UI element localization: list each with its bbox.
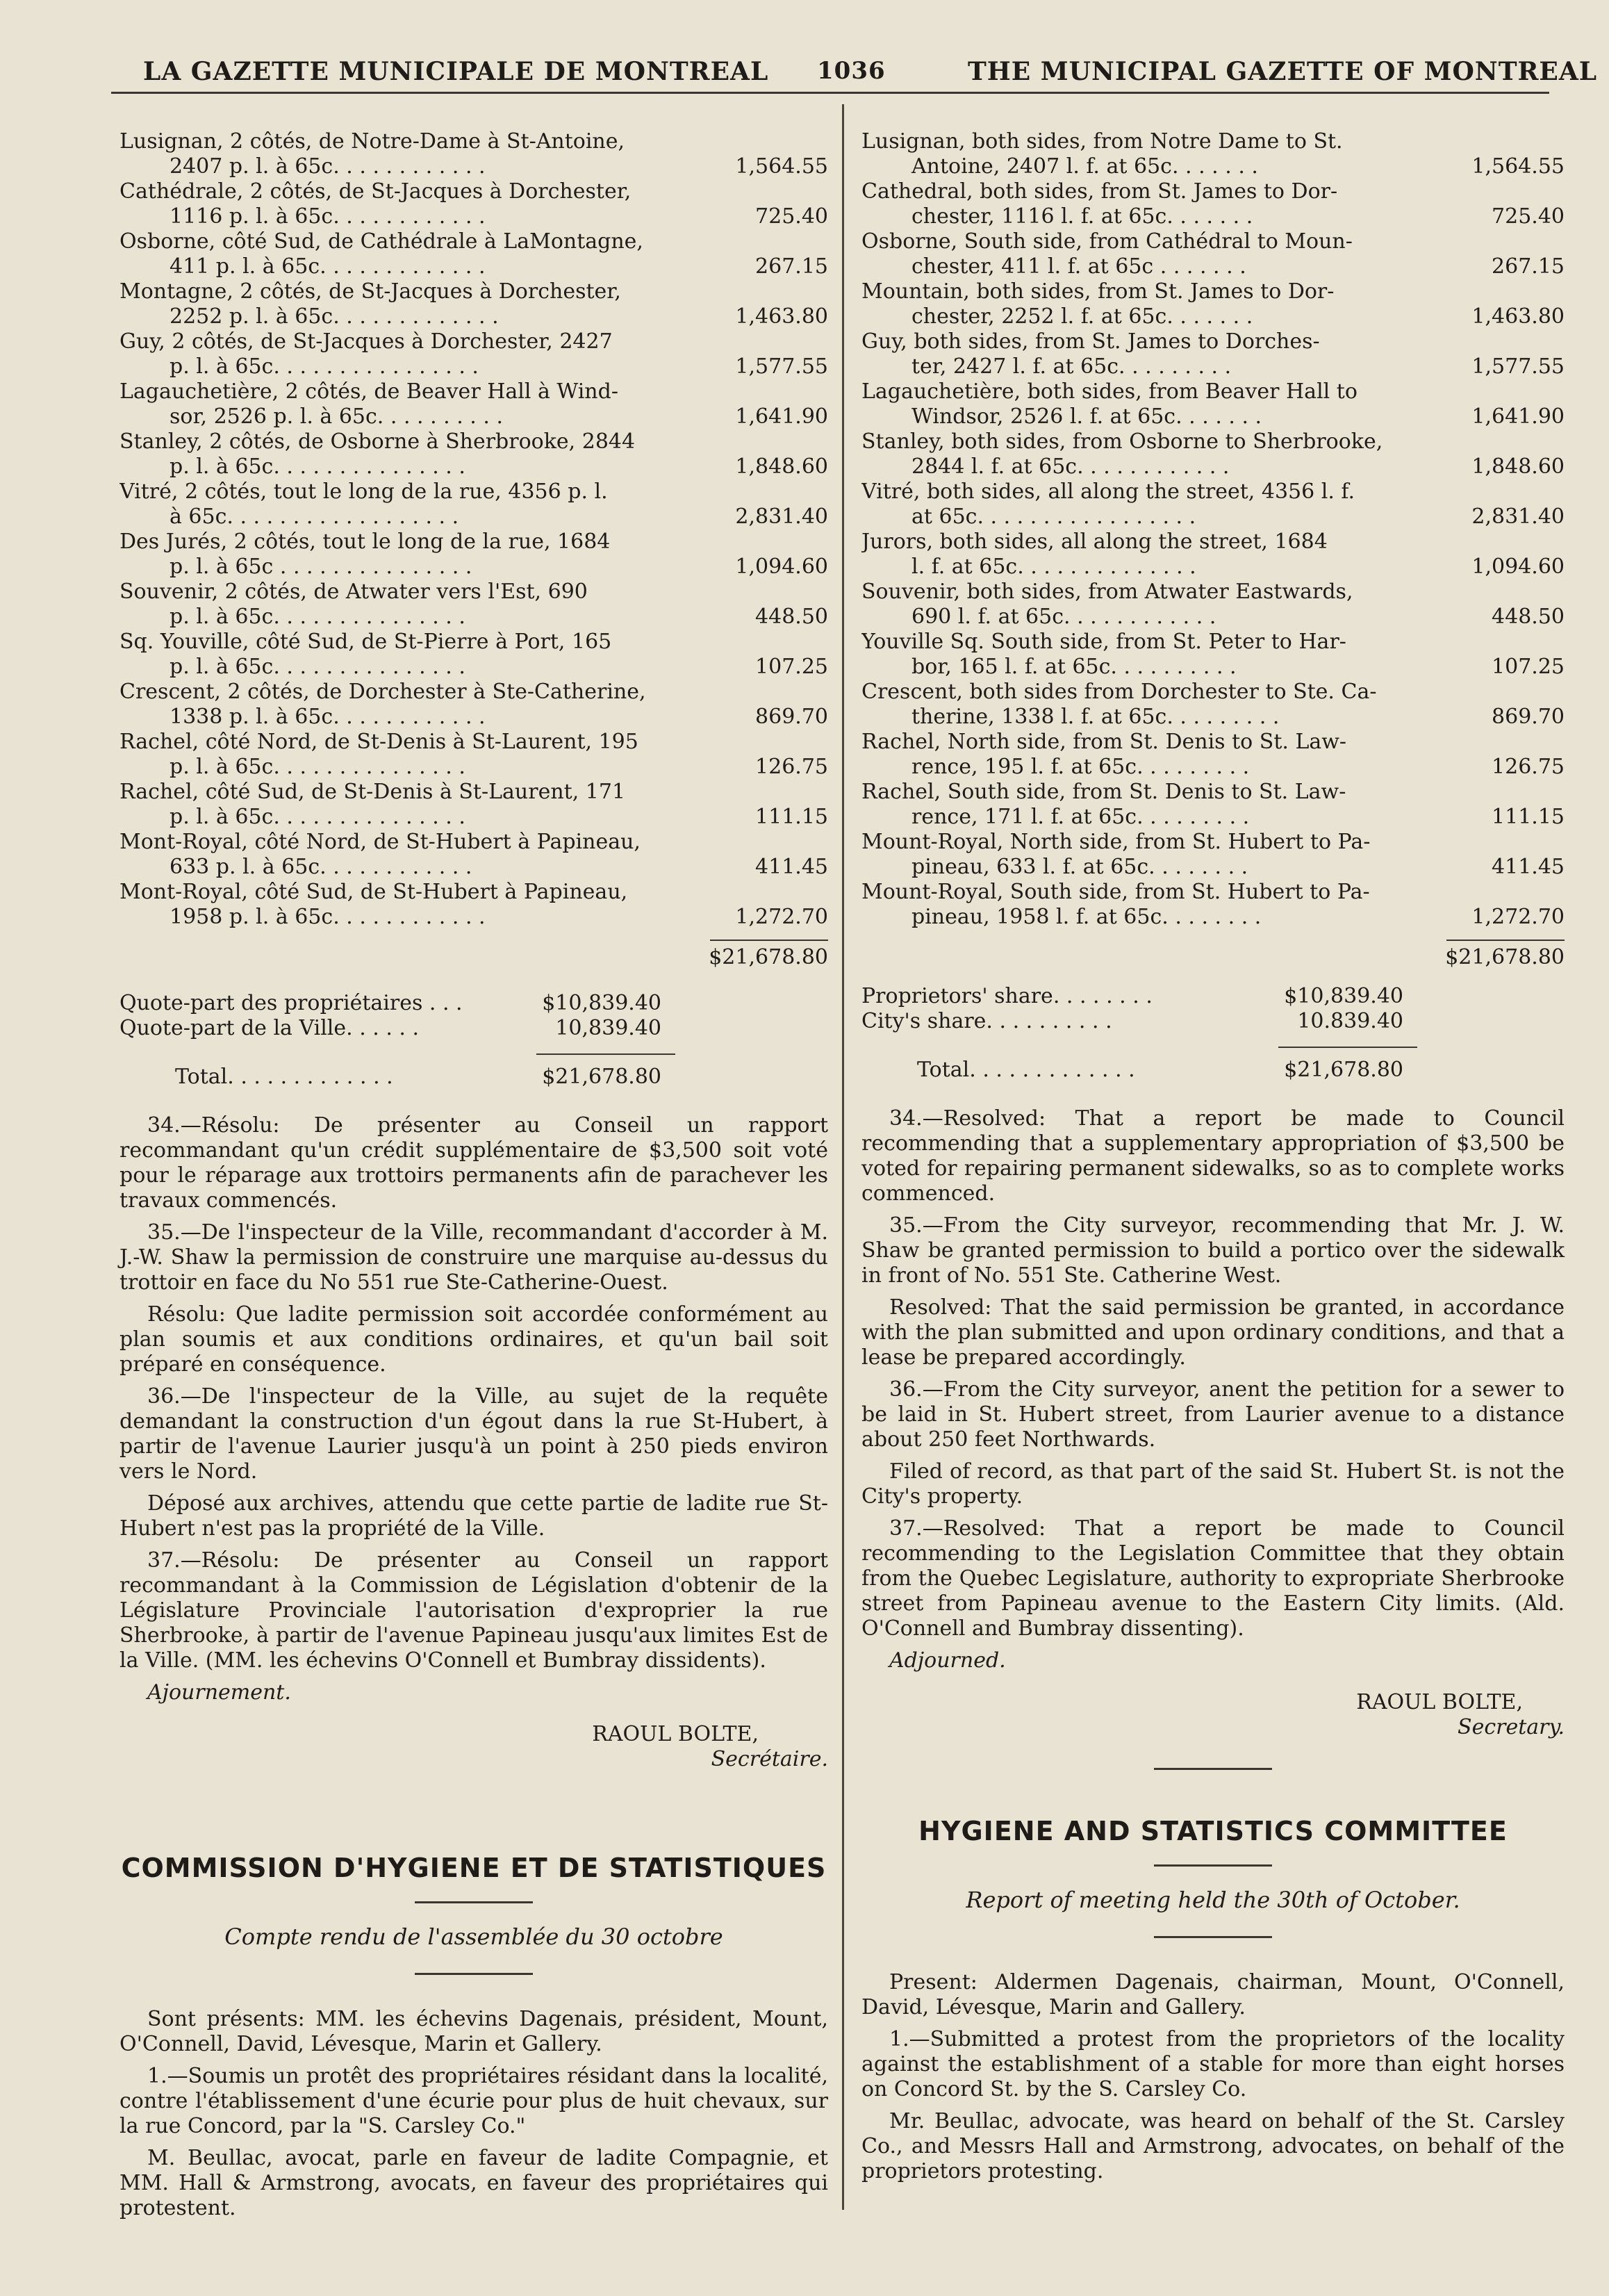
item-36: 36.—De l'inspecteur de la Ville, au sujet de la requête demandant la construction d'un égout dans la rue St-Hubert, à partir de l'avenue Laurier jusqu'à un point à 250 pieds environ vers le Nord. — [119, 1384, 828, 1484]
assessment-row — [119, 730, 828, 780]
city-share-label: City's share. . . . . . . . . . — [861, 1009, 1112, 1033]
resolutions-french — [119, 1113, 828, 1772]
shares-block-english — [861, 984, 1565, 1083]
description-line-2: à 65c. . . . . . . . . . . . . . . . . . — [170, 505, 459, 529]
share-rule — [1278, 1047, 1417, 1048]
assessment-description — [119, 429, 724, 479]
section-break-rule — [1154, 1768, 1272, 1770]
assessment-row — [861, 730, 1565, 780]
description-line-1: Sq. Youville, côté Sud, de St-Pierre à Port, 165 — [119, 630, 612, 654]
item-36-decision: Déposé aux archives, attendu que cette partie de ladite rue St-Hubert n'est pas la propriété de la Ville. — [119, 1491, 828, 1541]
description-line-1: Osborne, South side, from Cathédral to Moun- — [861, 229, 1353, 254]
assessment-amount: 1,272.70 — [1471, 905, 1565, 929]
description-line-2: rence, 195 l. f. at 65c. . . . . . . . . — [911, 755, 1250, 779]
item-1-hearing: Mr. Beullac, advocate, was heard on behalf of the St. Carsley Co., and Messrs Hall and Armstrong, advocates, on behalf of the proprietors protesting. — [861, 2109, 1565, 2183]
assessment-row — [861, 379, 1565, 429]
description-line-1: Cathédrale, 2 côtés, de St-Jacques à Dorchester, — [119, 179, 632, 204]
assessment-row — [119, 479, 828, 530]
attendance: Sont présents: MM. les échevins Dagenais, président, Mount, O'Connell, David, Lévesque, Marin et Gallery. — [119, 2007, 828, 2056]
assessment-amount: 2,831.40 — [1471, 505, 1565, 529]
assessment-description — [861, 429, 1460, 479]
assessment-row — [119, 179, 828, 229]
assessment-amount: 1,641.90 — [1471, 404, 1565, 429]
item-36-decision: Filed of record, as that part of the said St. Hubert St. is not the City's property. — [861, 1459, 1565, 1509]
assessment-amount: 1,564.55 — [1471, 154, 1565, 179]
assessment-amount: 725.40 — [1492, 204, 1565, 229]
description-line-1: Crescent, 2 côtés, de Dorchester à Ste-Catherine, — [119, 680, 646, 704]
description-line-1: Jurors, both sides, all along the street, 1684 — [861, 530, 1328, 554]
signature-title: Secrétaire. — [711, 1747, 828, 1771]
assessment-description — [861, 880, 1460, 930]
share-total-value: $21,678.80 — [542, 1065, 661, 1089]
assessment-description — [861, 630, 1460, 680]
description-line-2: 1958 p. l. à 65c. . . . . . . . . . . . — [170, 905, 486, 929]
assessment-row — [119, 329, 828, 379]
assessment-row — [861, 780, 1565, 830]
description-line-1: Vitré, 2 côtés, tout le long de la rue, 4356 p. l. — [119, 479, 608, 504]
section-subtitle-french: Compte rendu de l'assemblée du 30 octobre — [224, 1924, 723, 1950]
description-line-2: 2252 p. l. à 65c. . . . . . . . . . . . . — [170, 304, 499, 329]
description-line-1: Mont-Royal, côté Nord, de St-Hubert à Papineau, — [119, 830, 641, 854]
share-total-row — [861, 1058, 1403, 1083]
section-rule — [415, 1901, 533, 1903]
item-1: 1.—Submitted a protest from the proprietors of the locality against the establishment of a stable for more than eight horses on Concord St. by the S. Carsley Co. — [861, 2027, 1565, 2101]
signature-title: Secretary. — [1458, 1715, 1565, 1739]
assessment-amount: 869.70 — [755, 705, 828, 729]
column-divider — [842, 104, 844, 2210]
city-share-value: 10.839.40 — [1297, 1009, 1403, 1033]
assessment-amount: 111.15 — [1492, 805, 1565, 829]
share-total-value: $21,678.80 — [1284, 1058, 1403, 1082]
description-line-2: ter, 2427 l. f. at 65c. . . . . . . . . — [911, 354, 1232, 379]
description-line-1: Cathedral, both sides, from St. James to Dor- — [861, 179, 1338, 204]
assessment-row — [861, 680, 1565, 730]
assessment-description — [119, 530, 724, 580]
assessment-amount: 448.50 — [1492, 605, 1565, 629]
signature-name: RAOUL BOLTE, — [1356, 1690, 1523, 1714]
city-share-value: 10,839.40 — [555, 1016, 661, 1040]
assessment-amount: 126.75 — [755, 755, 828, 779]
assessment-amount: 1,577.55 — [735, 354, 828, 379]
assessment-amount: 411.45 — [755, 855, 828, 879]
description-line-2: pineau, 633 l. f. at 65c. . . . . . . . — [911, 855, 1248, 879]
assessment-description — [119, 630, 724, 680]
assessment-row — [861, 179, 1565, 229]
description-line-2: p. l. à 65c . . . . . . . . . . . . . . . — [170, 555, 472, 579]
assessment-row — [861, 329, 1565, 379]
assessment-description — [119, 780, 724, 830]
assessment-description — [861, 379, 1460, 429]
assessment-amount: 411.45 — [1492, 855, 1565, 879]
assessment-description — [861, 580, 1460, 630]
assessment-description — [119, 179, 724, 229]
assessment-description — [119, 880, 724, 930]
english-column — [861, 129, 1565, 2191]
item-35: 35.—De l'inspecteur de la Ville, recommandant d'accorder à M. J.-W. Shaw la permission de construire une marquise au-dessus du trottoir en face du No 551 rue Ste-Catherine-Ouest. — [119, 1220, 828, 1295]
section-rule-2 — [1154, 1936, 1272, 1938]
description-line-1: Guy, both sides, from St. James to Dorches- — [861, 329, 1320, 354]
assessment-amount: 107.25 — [755, 655, 828, 679]
section-rule — [1154, 1864, 1272, 1867]
section-subtitle-english: Report of meeting held the 30th of October. — [966, 1887, 1460, 1913]
item-35-resolution: Resolved: That the said permission be granted, in accordance with the plan submitted and upon ordinary conditions, and that a lease be prepared accordingly. — [861, 1295, 1565, 1370]
description-line-1: Mountain, both sides, from St. James to Dor- — [861, 279, 1335, 304]
assessment-description — [861, 680, 1460, 730]
description-line-2: chester, 2252 l. f. at 65c. . . . . . . — [911, 304, 1253, 329]
assessment-row — [119, 680, 828, 730]
description-line-2: p. l. à 65c. . . . . . . . . . . . . . . — [170, 454, 465, 479]
assessment-amount: 267.15 — [1492, 254, 1565, 279]
grand-total: $21,678.80 — [709, 945, 828, 969]
assessment-description — [861, 129, 1460, 179]
owners-share-row — [119, 991, 661, 1016]
assessment-amount: 267.15 — [755, 254, 828, 279]
item-35: 35.—From the City surveyor, recommending that Mr. J. W. Shaw be granted permission to build a portico over the sidewalk in front of No. 551 Ste. Catherine West. — [861, 1213, 1565, 1288]
description-line-1: Rachel, côté Nord, de St-Denis à St-Laurent, 195 — [119, 730, 638, 754]
assessment-list-english — [861, 129, 1565, 930]
assessment-amount: 1,272.70 — [735, 905, 828, 929]
description-line-2: p. l. à 65c. . . . . . . . . . . . . . . — [170, 805, 465, 829]
description-line-2: 1116 p. l. à 65c. . . . . . . . . . . . — [170, 204, 486, 229]
assessment-description — [119, 229, 724, 279]
page-number: 1036 — [817, 57, 886, 85]
assessment-description — [119, 730, 724, 780]
description-line-2: l. f. at 65c. . . . . . . . . . . . . . — [911, 555, 1196, 579]
assessment-row — [861, 129, 1565, 179]
assessment-description — [119, 680, 724, 730]
resolution-37: 37.—Resolved: That a report be made to Council recommending to the Legislation Committee that they obtain from the Quebec Legislature, authority to expropriate Sherbrooke street from Papineau avenue to the Eastern City limits. (Ald. O'Connell and Bumbray dissenting). — [861, 1516, 1565, 1641]
assessment-row — [861, 530, 1565, 580]
assessment-amount: 869.70 — [1492, 705, 1565, 729]
assessment-amount: 1,577.55 — [1471, 354, 1565, 379]
description-line-1: Vitré, both sides, all along the street, 4356 l. f. — [861, 479, 1355, 504]
description-line-2: 1338 p. l. à 65c. . . . . . . . . . . . — [170, 705, 486, 729]
signature-name: RAOUL BOLTE, — [592, 1722, 759, 1746]
resolutions-english — [861, 1106, 1565, 1740]
assessment-row — [861, 880, 1565, 930]
assessment-amount: 126.75 — [1492, 755, 1565, 779]
assessment-amount: 2,831.40 — [735, 505, 828, 529]
assessment-row — [861, 580, 1565, 630]
description-line-2: Windsor, 2526 l. f. at 65c. . . . . . . — [911, 404, 1262, 429]
shares-block-french — [119, 991, 828, 1090]
item-1: 1.—Soumis un protêt des propriétaires résidant dans la localité, contre l'établissement d'une écurie pour plus de huit chevaux, sur la rue Concord, par la "S. Carsley Co." — [119, 2064, 828, 2138]
assessment-list-french — [119, 129, 828, 930]
owners-share-row — [861, 984, 1403, 1009]
assessment-amount: 107.25 — [1492, 655, 1565, 679]
assessment-amount: 1,463.80 — [1471, 304, 1565, 329]
assessment-amount: 1,848.60 — [735, 454, 828, 479]
assessment-row — [119, 880, 828, 930]
sum-rule — [1446, 940, 1565, 941]
description-line-1: Mont-Royal, côté Sud, de St-Hubert à Papineau, — [119, 880, 628, 904]
assessment-amount: 111.15 — [755, 805, 828, 829]
adjournment: Ajournement. — [147, 1680, 291, 1705]
assessment-description — [861, 279, 1460, 329]
description-line-1: Rachel, North side, from St. Denis to St. Law- — [861, 730, 1347, 754]
resolution-34: 34.—Résolu: De présenter au Conseil un rapport recommandant qu'un crédit supplémentaire de $3,500 soit voté pour le réparage aux trottoirs permanents afin de parachever les travaux commencés. — [119, 1113, 828, 1213]
description-line-2: therine, 1338 l. f. at 65c. . . . . . . . . — [911, 705, 1280, 729]
description-line-1: Des Jurés, 2 côtés, tout le long de la rue, 1684 — [119, 530, 611, 554]
share-total-label: Total. . . . . . . . . . . . . — [175, 1065, 393, 1089]
resolution-37: 37.—Résolu: De présenter au Conseil un rapport recommandant à la Commission de Législation d'obtenir de la Législature Provinciale l'autorisation d'exproprier la rue Sherbrooke, à partir de l'avenue Papineau jusqu'aux limites Est de la Ville. (MM. les échevins O'Connell et Bumbray dissidents). — [119, 1548, 828, 1673]
owners-share-label: Quote-part des propriétaires . . . — [119, 991, 463, 1015]
description-line-1: Stanley, both sides, from Osborne to Sherbrooke, — [861, 429, 1383, 454]
assessment-amount: 1,564.55 — [735, 154, 828, 179]
assessment-row — [119, 780, 828, 830]
assessment-description — [119, 479, 724, 530]
assessment-row — [861, 630, 1565, 680]
share-total-row — [119, 1065, 661, 1090]
assessment-description — [861, 229, 1460, 279]
description-line-1: Lusignan, 2 côtés, de Notre-Dame à St-Antoine, — [119, 129, 625, 154]
description-line-1: Souvenir, 2 côtés, de Atwater vers l'Est, 690 — [119, 580, 588, 604]
description-line-1: Rachel, côté Sud, de St-Denis à St-Laurent, 171 — [119, 780, 626, 804]
assessment-row — [119, 580, 828, 630]
assessment-amount: 1,094.60 — [1471, 555, 1565, 579]
assessment-row — [119, 429, 828, 479]
header-title-french: LA GAZETTE MUNICIPALE DE MONTREAL — [143, 57, 769, 86]
description-line-2: Antoine, 2407 l. f. at 65c. . . . . . . — [911, 154, 1258, 179]
description-line-1: Crescent, both sides from Dorchester to Ste. Ca- — [861, 680, 1377, 704]
sum-rule — [710, 940, 828, 941]
resolution-34: 34.—Resolved: That a report be made to Council recommending that a supplementary appropriation of $3,500 be voted for repairing permanent sidewalks, so as to complete works commenced. — [861, 1106, 1565, 1206]
adjournment: Adjourned. — [889, 1648, 1006, 1673]
assessment-row — [861, 479, 1565, 530]
description-line-2: bor, 165 l. f. at 65c. . . . . . . . . . — [911, 655, 1237, 679]
item-35-resolution: Résolu: Que ladite permission soit accordée conformément au plan soumis et aux conditions ordinaires, et qu'un bail soit préparé en conséquence. — [119, 1302, 828, 1377]
assessment-amount: 725.40 — [755, 204, 828, 229]
description-line-1: Mount-Royal, North side, from St. Hubert to Pa- — [861, 830, 1371, 854]
section-title-french: COMMISSION D'HYGIENE ET DE STATISTIQUES — [121, 1853, 827, 1883]
assessment-description — [861, 479, 1460, 530]
section-title-english: HYGIENE AND STATISTICS COMMITTEE — [918, 1816, 1508, 1846]
assessment-row — [119, 530, 828, 580]
assessment-amount: 1,094.60 — [735, 555, 828, 579]
description-line-1: Osborne, côté Sud, de Cathédrale à LaMontagne, — [119, 229, 643, 254]
description-line-2: chester, 1116 l. f. at 65c. . . . . . . — [911, 204, 1253, 229]
assessment-description — [119, 580, 724, 630]
item-1-hearing: M. Beullac, avocat, parle en faveur de ladite Compagnie, et MM. Hall & Armstrong, avocats, en faveur des propriétaires qui protestent. — [119, 2146, 828, 2220]
item-36: 36.—From the City surveyor, anent the petition for a sewer to be laid in St. Hubert street, from Laurier avenue to a distance about 250 feet Northwards. — [861, 1377, 1565, 1452]
owners-share-label: Proprietors' share. . . . . . . . — [861, 984, 1153, 1008]
assessment-row — [861, 429, 1565, 479]
assessment-row — [119, 379, 828, 429]
description-line-2: 2844 l. f. at 65c. . . . . . . . . . . . — [911, 454, 1230, 479]
assessment-row — [861, 279, 1565, 329]
assessment-amount: 1,463.80 — [735, 304, 828, 329]
assessment-row — [119, 279, 828, 329]
description-line-2: 411 p. l. à 65c. . . . . . . . . . . . . — [170, 254, 486, 279]
assessment-description — [861, 730, 1460, 780]
description-line-2: p. l. à 65c. . . . . . . . . . . . . . . . — [170, 354, 479, 379]
assessment-amount: 448.50 — [755, 605, 828, 629]
owners-share-value: $10,839.40 — [542, 991, 661, 1015]
assessment-description — [119, 329, 724, 379]
description-line-2: pineau, 1958 l. f. at 65c. . . . . . . . — [911, 905, 1262, 929]
french-column — [119, 129, 828, 2228]
assessment-description — [119, 830, 724, 880]
header-title-english: THE MUNICIPAL GAZETTE OF MONTREAL — [968, 57, 1598, 86]
description-line-1: Lagauchetière, both sides, from Beaver Hall to — [861, 379, 1358, 404]
assessment-row — [119, 229, 828, 279]
assessment-description — [119, 379, 724, 429]
assessment-description — [861, 329, 1460, 379]
description-line-2: 2407 p. l. à 65c. . . . . . . . . . . . — [170, 154, 486, 179]
description-line-2: sor, 2526 p. l. à 65c. . . . . . . . . . — [170, 404, 503, 429]
city-share-row — [861, 1009, 1403, 1034]
description-line-1: Lagauchetière, 2 côtés, de Beaver Hall à Wind- — [119, 379, 618, 404]
description-line-1: Guy, 2 côtés, de St-Jacques à Dorchester, 2427 — [119, 329, 613, 354]
section-rule-2 — [415, 1973, 533, 1975]
grand-total: $21,678.80 — [1445, 945, 1565, 969]
assessment-description — [861, 830, 1460, 880]
assessment-description — [861, 780, 1460, 830]
assessment-amount: 1,641.90 — [735, 404, 828, 429]
header-rule — [111, 92, 1549, 94]
description-line-2: rence, 171 l. f. at 65c. . . . . . . . . — [911, 805, 1250, 829]
description-line-1: Montagne, 2 côtés, de St-Jacques à Dorchester, — [119, 279, 621, 304]
description-line-2: 690 l. f. at 65c. . . . . . . . . . . . — [911, 605, 1216, 629]
assessment-row — [119, 630, 828, 680]
assessment-description — [861, 179, 1460, 229]
attendance: Present: Aldermen Dagenais, chairman, Mount, O'Connell, David, Lévesque, Marin and Gallery. — [861, 1970, 1565, 2019]
description-line-2: at 65c. . . . . . . . . . . . . . . . . — [911, 505, 1196, 529]
description-line-1: Youville Sq. South side, from St. Peter to Har- — [861, 630, 1346, 654]
description-line-1: Stanley, 2 côtés, de Osborne à Sherbrooke, 2844 — [119, 429, 636, 454]
assessment-row — [861, 830, 1565, 880]
assessment-row — [861, 229, 1565, 279]
description-line-1: Mount-Royal, South side, from St. Hubert to Pa- — [861, 880, 1370, 904]
share-rule — [536, 1053, 675, 1055]
share-total-label: Total. . . . . . . . . . . . . — [917, 1058, 1135, 1082]
description-line-1: Souvenir, both sides, from Atwater Eastwards, — [861, 580, 1353, 604]
description-line-2: p. l. à 65c. . . . . . . . . . . . . . . — [170, 605, 465, 629]
description-line-1: Rachel, South side, from St. Denis to St. Law- — [861, 780, 1346, 804]
assessment-row — [119, 830, 828, 880]
assessment-row — [119, 129, 828, 179]
assessment-amount: 1,848.60 — [1471, 454, 1565, 479]
assessment-description — [861, 530, 1460, 580]
description-line-2: 633 p. l. à 65c. . . . . . . . . . . . — [170, 855, 472, 879]
city-share-label: Quote-part de la Ville. . . . . . — [119, 1016, 420, 1040]
assessment-description — [119, 279, 724, 329]
description-line-2: p. l. à 65c. . . . . . . . . . . . . . . — [170, 755, 465, 779]
assessment-description — [119, 129, 724, 179]
description-line-1: Lusignan, both sides, from Notre Dame to St. — [861, 129, 1343, 154]
description-line-2: p. l. à 65c. . . . . . . . . . . . . . . — [170, 655, 465, 679]
city-share-row — [119, 1016, 661, 1041]
owners-share-value: $10,839.40 — [1284, 984, 1403, 1008]
description-line-2: chester, 411 l. f. at 65c . . . . . . . — [911, 254, 1246, 279]
